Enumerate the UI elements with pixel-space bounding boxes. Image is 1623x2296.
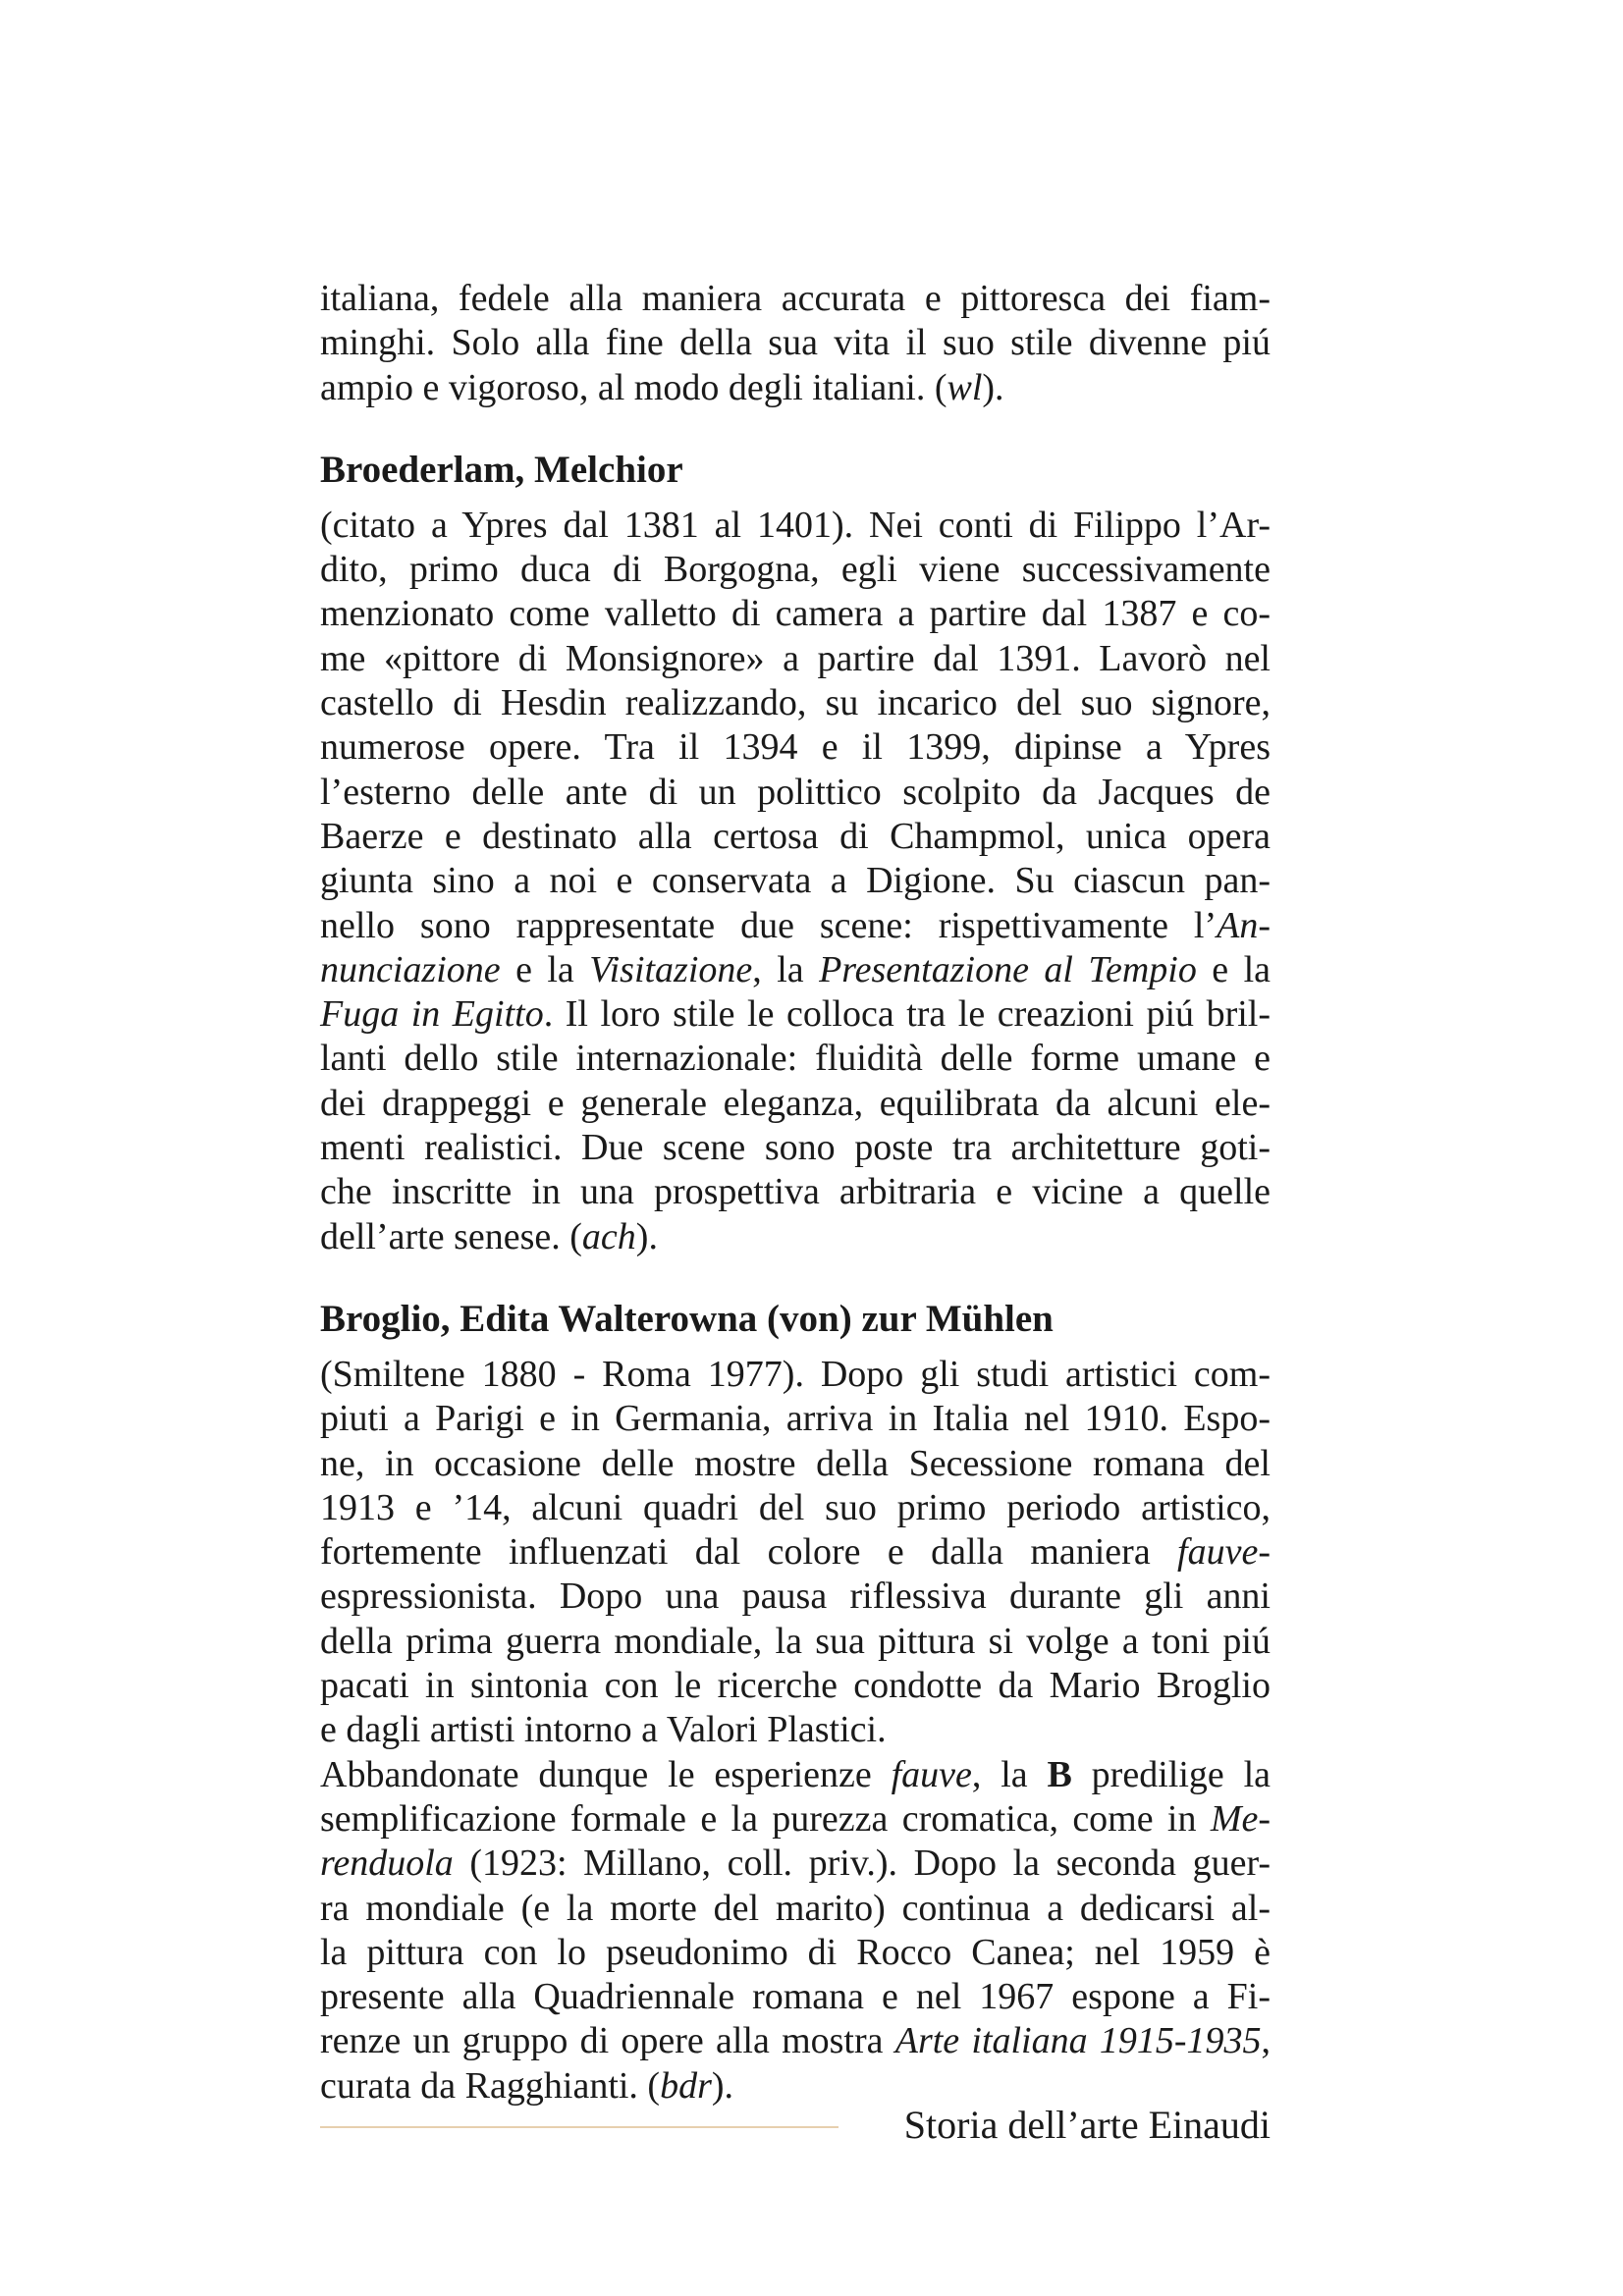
text-line: menti realistici. Due scene sono poste tra architetture goti- [320,1127,1271,1169]
text-line: ra mondiale (e la morte del marito) continua a dedicarsi al- [320,1887,1271,1929]
text-fragment: ). [635,1215,658,1257]
text-line: pacati in sintonia con le ricerche condotte da Mario Broglio [320,1665,1271,1707]
text-line: giunta sino a noi e conservata a Digione. Su ciascun pan- [320,860,1271,902]
text-line: italiana, fedele alla maniera accurata e pittoresca dei fiam- [320,278,1271,319]
entry-heading-broglio: Broglio, Edita Walterowna (von) zur Mühlen [320,1297,1054,1340]
text-line: dei drappeggi e generale eleganza, equilibrata da alcuni ele- [320,1082,1271,1124]
text-fragment: dell’arte senese. ( [320,1215,582,1257]
text-line [320,1215,1271,1259]
text-fragment: Abbandonate dunque le esperienze [320,1753,892,1795]
italic-term: fauve- [1177,1531,1271,1574]
text-fragment: ampio e vigoroso, al modo degli italiani. ( [320,366,947,408]
text-fragment: e la [1196,948,1271,990]
entry-body-broglio-p2 [320,1753,1271,2109]
italic-title: Me- [1210,1797,1271,1840]
text-fragment: fortemente influenzati dal colore e dalla maniera [320,1531,1178,1574]
italic-title: Presentazione al Tempio [819,948,1197,990]
text-line: minghi. Solo alla fine della sua vita il suo stile divenne piú [320,322,1271,364]
text-line: espressionista. Dopo una pausa riflessiva durante gli anni [320,1575,1271,1618]
text-fragment: , [1261,2020,1271,2062]
text-line [320,2019,1271,2063]
text-line [320,1797,1271,1842]
text-line: menzionato come valletto di camera a partire dal 1387 e co- [320,593,1271,635]
italic-title: Visitazione [589,948,753,990]
entry-body-broglio [320,1353,1271,1753]
italic-title: Arte italiana 1915-1935 [894,2020,1262,2062]
text-fragment: , la [752,948,820,990]
italic-title: An- [1217,904,1271,946]
intro-paragraph [320,277,1271,410]
text-line: 1913 e ’14, alcuni quadri del suo primo periodo artistico, [320,1486,1271,1528]
text-line: dito, primo duca di Borgogna, egli viene successivamente [320,549,1271,591]
text-line [320,904,1271,948]
text-fragment: ). [711,2064,734,2107]
text-line: piuti a Parigi e in Germania, arriva in Italia nel 1910. Espo- [320,1398,1271,1440]
text-line [320,948,1271,992]
text-line: l’esterno delle ante di un polittico scolpito da Jacques de [320,771,1271,813]
entry-heading-broederlam: Broederlam, Melchior [320,448,683,491]
text-fragment: . Il loro stile le colloca tra le creazioni piú bril- [543,993,1271,1036]
text-line: presente alla Quadriennale romana e nel 1967 espone a Fi- [320,1976,1271,2018]
text-fragment: (1923: Millano, coll. priv.). Dopo la seconda guer- [453,1842,1271,1885]
text-line [320,366,1271,410]
italic-title: Fuga in Egitto [320,993,544,1036]
author-initials: ach [581,1215,636,1257]
text-column [320,277,1271,2109]
text-line: e dagli artisti intorno a Valori Plastici. [320,1709,887,1751]
text-line: ne, in occasione delle mostre della Secessione romana del [320,1442,1271,1484]
text-fragment: curata da Ragghianti. ( [320,2064,661,2107]
italic-term: fauve [891,1753,972,1795]
text-fragment: semplificazione formale e la purezza cromatica, come in [320,1797,1211,1840]
text-fragment: , la [971,1753,1048,1795]
author-initials: bdr [660,2064,712,2107]
text-line: castello di Hesdin realizzando, su incarico del suo signore, [320,682,1271,724]
text-line: Baerze e destinato alla certosa di Champmol, unica opera [320,815,1271,857]
text-fragment: renze un gruppo di opere alla mostra [320,2020,895,2062]
text-line [320,1753,1271,1797]
text-fragment: ). [982,366,1004,408]
text-line [320,992,1271,1037]
italic-title: nunciazione [320,948,501,990]
text-line: (Smiltene 1880 - Roma 1977). Dopo gli studi artistici com- [320,1353,1271,1395]
footer-rule [320,2126,839,2128]
text-line: numerose opere. Tra il 1394 e il 1399, dipinse a Ypres [320,726,1271,769]
text-line: lanti dello stile internazionale: fluidità delle forme umane e [320,1038,1271,1080]
entry-body-broederlam [320,504,1271,1259]
text-line [320,1842,1271,1886]
text-line: che inscritte in una prospettiva arbitraria e vicine a quelle [320,1171,1271,1213]
page-footer [320,2097,1271,2156]
text-fragment: predilige la [1071,1753,1271,1795]
text-fragment: e la [500,948,590,990]
author-initials: wl [947,366,983,408]
text-line: (citato a Ypres dal 1381 al 1401). Nei conti di Filippo l’Ar- [320,504,1271,546]
text-line: della prima guerra mondiale, la sua pittura si volge a toni piú [320,1620,1271,1662]
text-line: me «pittore di Monsignore» a partire dal 1391. Lavorò nel [320,637,1271,679]
bold-initial: B [1047,1753,1072,1795]
italic-title: renduola [320,1842,454,1885]
text-line: la pittura con lo pseudonimo di Rocco Canea; nel 1959 è [320,1931,1271,1973]
footer-title: Storia dell’arte Einaudi [903,2103,1271,2147]
text-line [320,1530,1271,1575]
text-fragment: nello sono rappresentate due scene: rispettivamente l’ [320,904,1217,946]
